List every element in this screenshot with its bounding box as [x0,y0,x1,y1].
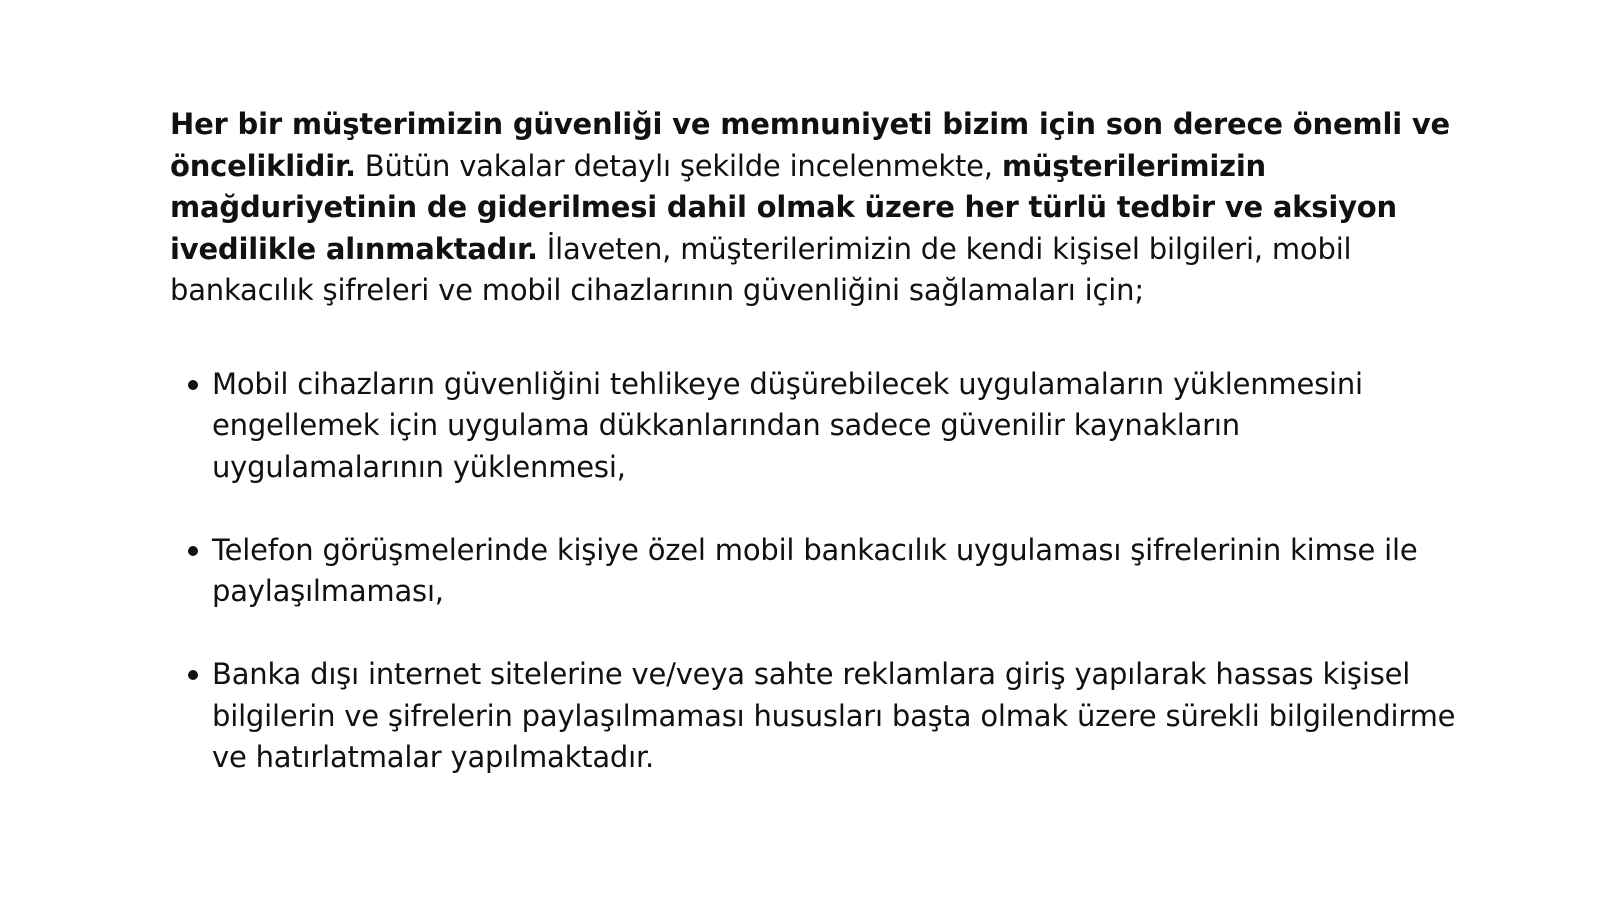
list-item-text: Banka dışı internet sitelerine ve/veya sahte reklamlara giriş yapılarak hassas kişisel bilgilerin ve şifrelerin paylaşılmaması hususları başta olmak üzere sürekli bilgilendirme ve hatırlatmalar yapılmaktadır. [212,657,1456,774]
intro-text-additionally: İlaveten, müşterilerimizin de kendi kişisel bilgileri, mobil bankacılık şifreleri ve mobil cihazlarının güvenliğini sağlamaları için; [170,231,1352,307]
intro-bold-measures: müşterilerimizin mağduriyetinin de giderilmesi dahil olmak üzere her türlü tedbir ve aksiyon ivedilikle alınmaktadır. [170,148,1397,266]
list-item [170,530,1460,613]
list-item [170,364,1460,489]
recommendation-list [170,364,1460,779]
list-item-text: Telefon görüşmelerinde kişiye özel mobil bankacılık uygulaması şifrelerinin kimse ile paylaşılmaması, [212,532,1418,608]
list-item [170,654,1460,779]
bullet-dot-icon [188,670,198,680]
intro-paragraph [170,104,1460,312]
bullet-dot-icon [188,380,198,390]
list-item-text: Mobil cihazların güvenliğini tehlikeye düşürebilecek uygulamaların yüklenmesini engellemek için uygulama dükkanlarından sadece güvenilir kaynakların uygulamalarının yüklenmesi, [212,366,1363,484]
intro-bold-statement: Her bir müşterimizin güvenliği ve memnuniyeti bizim için son derece önemli ve önceliklidir. [170,107,1450,183]
document-body [170,104,1460,779]
bullet-dot-icon [188,546,198,556]
intro-text-investigation: Bütün vakalar detaylı şekilde incelenmekte, [355,148,1002,183]
